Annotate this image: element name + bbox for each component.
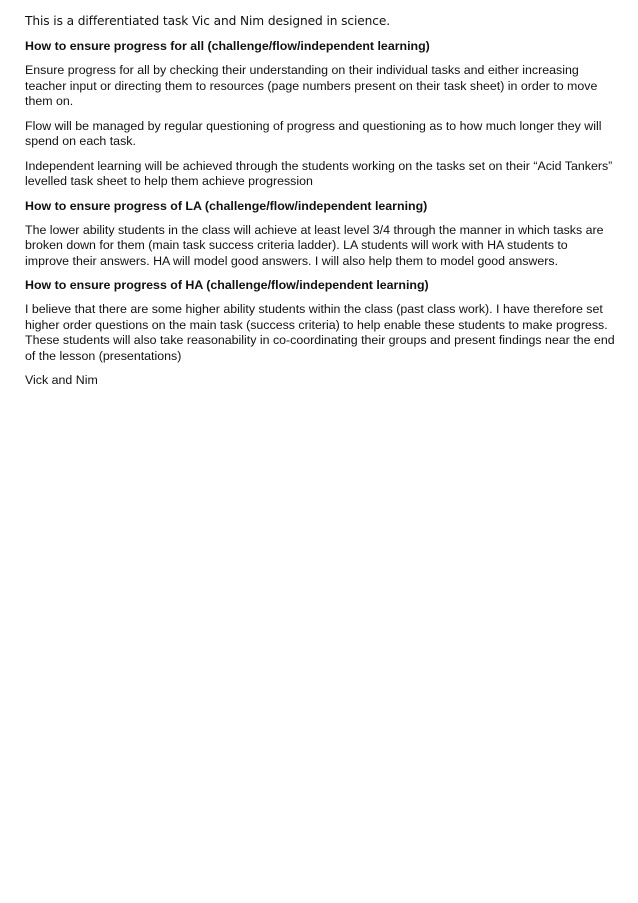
paragraph-progress-all-flow: Flow will be managed by regular questioning of progress and questioning as to how much longer they will spend on each task. [25,118,602,148]
paragraph-progress-ha: I believe that there are some higher ability students within the class (past class work). I have therefore set higher order questions on the main task (success criteria) to help enable these students to make progress. These students will also take reasonability in co-coordinating their groups and present findings near the end of the lesson (presentations) [25,302,615,363]
paragraph-progress-la: The lower ability students in the class will achieve at least level 3/4 through the manner in which tasks are broken down for them (main task success criteria ladder). LA students will work with HA students to improve their answers. HA will model good answers. I will also help them to model good answers. [25,222,604,268]
signoff-text: Vick and Nim [25,373,98,387]
heading-progress-la: How to ensure progress of LA (challenge/flow/independent learning) [25,198,428,213]
document-page [25,13,615,388]
intro-text: This is a differentiated task Vic and Nim designed in science. [25,14,391,28]
heading-progress-ha: How to ensure progress of HA (challenge/flow/independent learning) [25,278,429,292]
heading-progress-all: How to ensure progress for all (challenge/flow/independent learning) [25,39,430,53]
paragraph-progress-all-independent: Independent learning will be achieved through the students working on the tasks set on their “Acid Tankers” levelled task sheet to help them achieve progression [25,158,613,188]
paragraph-progress-all-checking: Ensure progress for all by checking their understanding on their individual tasks and either increasing teacher input or directing them to resources (page numbers present on their task sheet) in order to move them on. [25,63,598,108]
